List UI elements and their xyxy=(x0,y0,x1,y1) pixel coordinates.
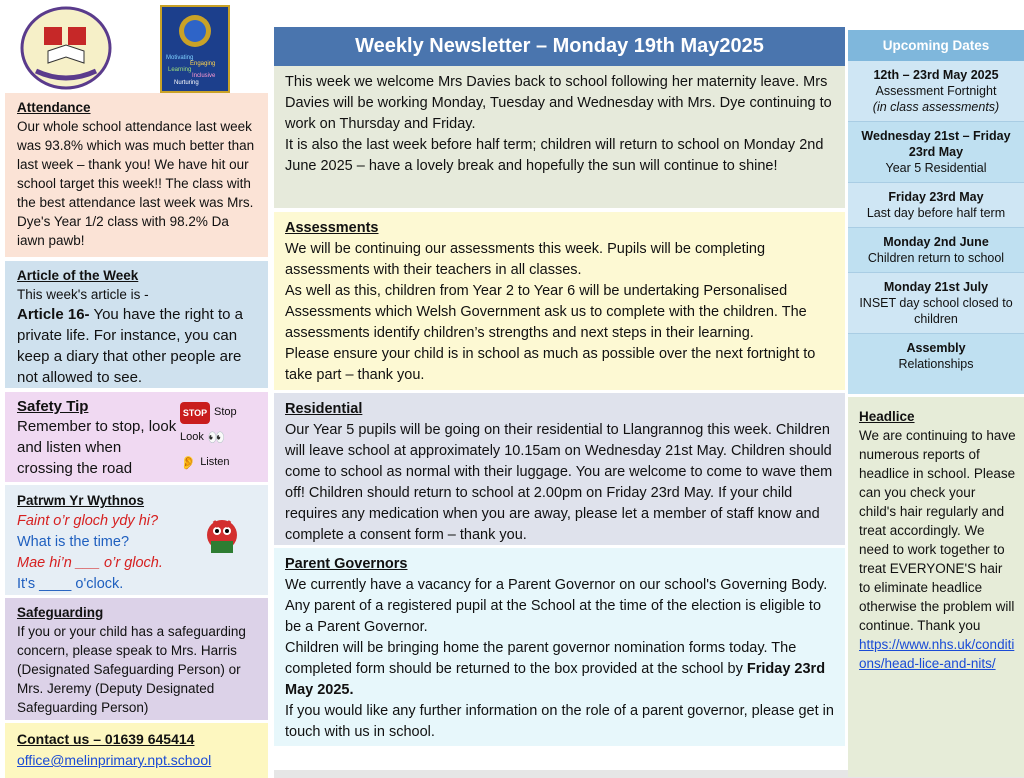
english-question: What is the time? xyxy=(17,534,130,550)
safety-text: Remember to stop, look and listen when crossing the road xyxy=(17,418,177,477)
residential-heading: Residential xyxy=(285,401,363,417)
article-label: Article 16- xyxy=(17,306,90,323)
look-label: Look xyxy=(180,431,204,443)
safeguarding-panel xyxy=(5,598,268,720)
assessments-heading: Assessments xyxy=(285,220,379,236)
newsletter-title: Weekly Newsletter – Monday 19th May2025 xyxy=(274,27,845,66)
nhs-headlice-link[interactable]: https://www.nhs.uk/conditions/head-lice-and-nits/ xyxy=(859,637,1015,671)
logo-word: Learning xyxy=(168,67,192,73)
half-term-paragraph: It is also the last week before half term; children will return to school on Monday 2nd June 2025 – have a lovely break and hopefully the sun will continue to shine! xyxy=(285,137,824,174)
governors-paragraph: If you would like any further information on the role of a parent governor, please get in touch with us in school. xyxy=(285,703,834,740)
welsh-question: Faint o’r gloch ydy hi? xyxy=(17,513,159,529)
school-values-logo xyxy=(160,5,230,93)
governors-paragraph: Children will be bringing home the parent governor nomination forms today. The completed form should be returned to the box provided at the school by xyxy=(285,640,797,677)
date-item-desc: Assessment Fortnight xyxy=(875,84,997,98)
welsh-dragon-icon xyxy=(202,513,242,555)
parent-governors-panel xyxy=(274,548,845,746)
safeguarding-text: If you or your child has a safeguarding concern, please speak to Mrs. Harris (Designated Safeguarding Person) or Mrs. Jeremy (Deputy Designated Safeguarding Person) xyxy=(17,624,246,715)
attendance-heading: Attendance xyxy=(17,100,91,115)
date-item-date: Wednesday 21st – Friday 23rd May xyxy=(861,129,1011,159)
upcoming-dates-panel xyxy=(848,30,1024,394)
date-item-date: Monday 2nd June xyxy=(883,235,989,249)
date-item-desc: Year 5 Residential xyxy=(885,161,987,175)
contact-email-link[interactable]: office@melinprimary.npt.school xyxy=(17,752,212,768)
attendance-panel xyxy=(5,93,268,257)
date-item xyxy=(848,122,1024,183)
logo-word: Nurturing xyxy=(174,80,199,86)
ear-icon: 👂 xyxy=(180,455,197,470)
date-item-desc: INSET day school closed to children xyxy=(859,296,1013,326)
attendance-text: Our whole school attendance last week was 93.8% which was much better than last week – thank you! We have hit our school target this week!! The class with the best attendance last week was Mrs. Dye's Year 1/2 class with 98.2% Da iawn pawb! xyxy=(17,119,255,248)
assessments-paragraph: As well as this, children from Year 2 to Year 6 will be undertaking Personalised Assessments which Welsh Government ask us to complete with the children. The assessments identify children’s strengths and next steps in their learning. xyxy=(285,283,807,341)
listen-label: Listen xyxy=(200,456,230,468)
headlice-text: We are continuing to have numerous reports of headlice in school. Please can you check your child's hair regularly and treat accordingly. We need to work together to treat EVERYONE'S hair to eliminate headlice otherwise the problem will continue. Thank you xyxy=(859,428,1016,633)
article-of-the-week-panel xyxy=(5,261,268,388)
residential-text: Our Year 5 pupils will be going on their residential to Llangrannog this week. Children will leave school at approximately 10.15am on Wednesday 21st May. Children should come to school as normal with their luggage. You are welcome to come to wave them off! Children should return to school at 2.00pm on Friday 23rd May. If your child requires any medication when you are away, please let a member of staff know and complete a consent form – thank you. xyxy=(285,422,833,543)
stop-label: Stop xyxy=(214,406,237,418)
article-intro: This week's article is - xyxy=(17,287,149,302)
date-item xyxy=(848,183,1024,228)
school-crest-logo xyxy=(18,5,114,91)
patrwm-heading: Patrwm Yr Wythnos xyxy=(17,493,145,508)
stop-sign-icon: STOP xyxy=(180,402,210,424)
welsh-phrase-panel xyxy=(5,485,268,595)
headlice-heading: Headlice xyxy=(859,409,915,424)
logo-word: Engaging xyxy=(190,61,216,67)
date-item xyxy=(848,61,1024,122)
welcome-panel xyxy=(274,66,845,208)
date-item xyxy=(848,228,1024,273)
date-item xyxy=(848,273,1024,334)
date-item-desc: Last day before half term xyxy=(866,206,1006,220)
contact-panel xyxy=(5,723,268,778)
date-item-date: Friday 23rd May xyxy=(888,190,984,204)
assessments-panel xyxy=(274,212,845,390)
date-item-desc: Relationships xyxy=(898,357,974,371)
logo-word: Motivating xyxy=(166,55,194,61)
date-item-date: Monday 21st July xyxy=(883,280,989,294)
article-text: You have the right to a private life. For instance, you can keep a diary that other people are not allowed to see. xyxy=(17,306,244,386)
welcome-paragraph: This week we welcome Mrs Davies back to school following her maternity leave. Mrs Davies will be working Monday, Tuesday and Wednesday with Mrs. Dye continuing to work on Thursday and Friday. xyxy=(285,74,832,132)
residential-panel xyxy=(274,393,845,545)
safety-tip-panel xyxy=(5,392,268,482)
date-item xyxy=(848,334,1024,378)
headlice-panel xyxy=(848,397,1024,777)
upcoming-dates-heading: Upcoming Dates xyxy=(848,30,1024,61)
safety-heading: Safety Tip xyxy=(17,398,89,415)
eyes-icon: 👀 xyxy=(207,429,226,445)
assessments-paragraph: We will be continuing our assessments this week. Pupils will be completing assessments with their teachers in all classes. xyxy=(285,241,766,278)
date-item-date: 12th – 23rd May 2025 xyxy=(873,68,999,82)
date-item-desc: Children return to school xyxy=(867,251,1005,265)
stop-look-listen-graphic xyxy=(180,400,250,475)
assessments-paragraph: Please ensure your child is in school as much as possible over the next fortnight to take part – thank you. xyxy=(285,346,816,383)
date-item-date: Assembly xyxy=(906,341,966,355)
article-heading: Article of the Week xyxy=(17,268,139,283)
governors-heading: Parent Governors xyxy=(285,556,408,572)
safeguarding-heading: Safeguarding xyxy=(17,605,104,620)
contact-heading: Contact us – 01639 645414 xyxy=(17,731,195,747)
governors-deadline: Friday 23rd May 2025. xyxy=(285,661,826,698)
logo-word: Inclusive xyxy=(192,73,216,79)
english-answer: It's ____ o'clock. xyxy=(17,576,124,592)
governors-paragraph: We currently have a vacancy for a Parent Governor on our school's Governing Body. Any parent of a registered pupil at the School at the time of the election is eligible to be a Parent Governor. xyxy=(285,577,828,635)
date-item-note: (in class assessments) xyxy=(872,100,1000,114)
welsh-answer: Mae hi’n ___ o’r gloch. xyxy=(17,555,163,571)
